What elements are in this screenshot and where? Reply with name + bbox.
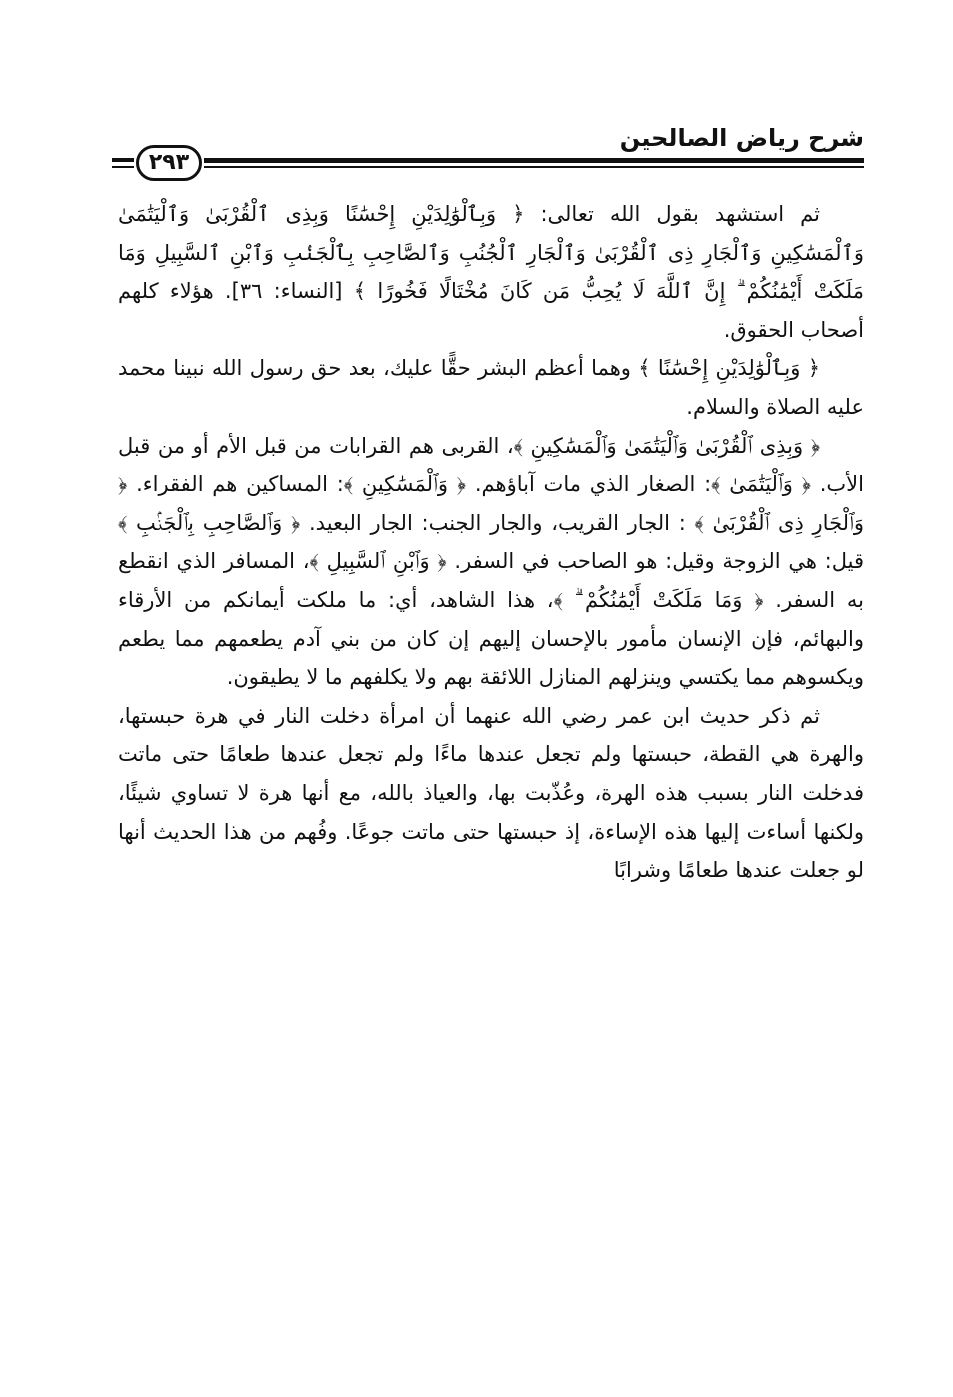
header-rule-left-thick — [112, 158, 134, 162]
page-body — [118, 195, 864, 890]
header-rule-thin — [204, 166, 864, 168]
page-header — [112, 124, 864, 184]
paragraph-1: ثم استشهد بقول الله تعالى: ﴿ وَبِٱلْوَٰلِدَيْنِ إِحْسَٰنًا وَبِذِى ٱلْقُرْبَىٰ وَٱلْيَتَٰمَىٰ وَٱلْمَسَٰكِينِ وَٱلْجَارِ ذِى ٱلْقُرْبَىٰ وَٱلْجَارِ ٱلْجُنُبِ وَٱلصَّاحِبِ بِٱلْجَنۢبِ وَٱبْنِ ٱلسَّبِيلِ وَمَا مَلَكَتْ أَيْمَٰنُكُمْ ۗ إِنَّ ٱللَّهَ لَا يُحِبُّ مَن كَانَ مُخْتَالًا فَخُورًا ﴾ [النساء: ٣٦]. هؤلاء كلهم أصحاب الحقوق. — [118, 202, 864, 342]
paragraph-2: ﴿ وَبِٱلْوَٰلِدَيْنِ إِحْسَٰنًا ﴾ وهما أعظم البشر حقًّا عليك، بعد حق رسول الله نبينا محمد عليه الصلاة والسلام. — [118, 356, 864, 419]
header-rule-left-thin — [112, 166, 134, 168]
paragraph-3: ﴿ وَبِذِى ٱلْقُرْبَىٰ وَٱلْيَتَٰمَىٰ وَٱلْمَسَٰكِينِ ﴾، القربى هم القرابات من قبل الأم أو من قبل الأب. ﴿ وَٱلْيَتَٰمَىٰ ﴾: الصغار الذي مات آباؤهم. ﴿ وَٱلْمَسَٰكِينِ ﴾: المساكين هم الفقراء. ﴿ وَٱلْجَارِ ذِى ٱلْقُرْبَىٰ ﴾ : الجار القريب، والجار الجنب: الجار البعيد. ﴿ وَٱلصَّاحِبِ بِٱلْجَنۢبِ ﴾ قيل: هي الزوجة وقيل: هو الصاحب في السفر. ﴿ وَٱبْنِ ٱلسَّبِيلِ ﴾، المسافر الذي انقطع به السفر. ﴿ وَمَا مَلَكَتْ أَيْمَٰنُكُمْ ۗ ﴾، هذا الشاهد، أي: ما ملكت أيمانكم من الأرقاء والبهائم، فإن الإنسان مأمور بالإحسان إليهم إن كان من بني آدم يطعمهم مما يطعم ويكسوهم مما يكتسي وينزلهم المنازل اللائقة بهم ولا يكلفهم ما لا يطيقون. — [118, 433, 864, 690]
paragraph-4: ثم ذكر حديث ابن عمر رضي الله عنهما أن امرأة دخلت النار في هرة حبستها، والهرة هي القطة، حبستها ولم تجعل عندها ماءًا ولم تجعل عندها طعامًا حتى ماتت فدخلت النار بسبب هذه الهرة، وعُذّبت بها، والعياذ بالله، مع أنها هرة لا تساوي شيئًا، ولكنها أساءت إليها هذه الإساءة، إذ حبستها حتى ماتت جوعًا. وفُهم من هذا الحديث أنها لو جعلت عندها طعامًا وشرابًا — [118, 703, 864, 883]
book-title: شرح رياض الصالحين — [619, 124, 864, 152]
page-number: ٢٩٣ — [136, 145, 202, 181]
header-rule-thick — [204, 158, 864, 163]
